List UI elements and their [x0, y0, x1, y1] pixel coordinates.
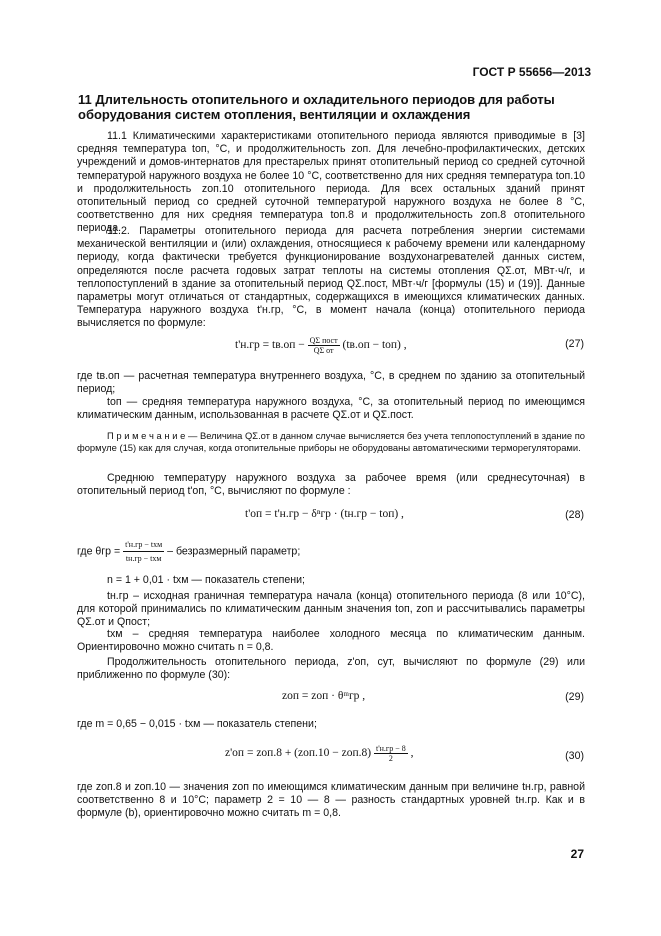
where-28-n: n = 1 + 0,01 · tхм — показатель степени; [107, 574, 305, 586]
theta-rhs: – безразмерный параметр; [167, 545, 301, 558]
section-title: 11 Длительность отопительного и охладительного периодов для работы оборудования систем отопления, вентиляции и охлаждения [78, 92, 555, 122]
formula-27-numerator: QΣ пост [309, 336, 338, 345]
formula-27 [0, 330, 661, 360]
theta-lhs: где θгр = [77, 545, 121, 558]
formula-27-denominator: QΣ от [313, 346, 334, 355]
formula-30-denominator: 2 [388, 754, 393, 763]
formula-30 [0, 740, 661, 776]
theta-fraction [123, 538, 164, 565]
formula-27-number: (27) [565, 338, 584, 350]
where-27-b: tоп — средняя температура наружного воздуха, °С, за отопительный период по имеющимся климатическим данным, использованная в расчете QΣ.от и QΣ.пост. [77, 396, 585, 422]
page-number: 27 [570, 847, 584, 861]
formula-29-number: (29) [565, 691, 584, 703]
paragraph-duration: Продолжительность отопительного периода, z'оп, сут, вычисляют по формуле (29) или приближенно по формуле (30): [77, 656, 585, 682]
theta-numerator: t'н.гр − tхм [123, 538, 164, 552]
formula-29 [0, 688, 661, 710]
formula-28 [0, 506, 661, 528]
formula-30-numerator: t'н.гр − 8 [375, 744, 406, 753]
where-28-t: tн.гр – исходная граничная температура начала (конца) отопительного периода (8 или 10°С), для которой принимались по климатическим данным значения tоп, zоп и рассчитывались параметры QΣ.от и Qпост; [77, 590, 585, 629]
where-30: где zоп.8 и zоп.10 — значения zоп по имеющимся климатическим данным при величине tн.гр, равной соответственно 8 и 10°С; параметр 2 = 10 — 8 — разность стандартных уровней tн.гр. Как и в формуле (b), ориентировочно можно считать m = 0,8. [77, 781, 585, 820]
where-28-txm: tхм – средняя температура наиболее холодного месяца по климатическим данным. Ориентировочно можно считать n = 0,8. [77, 628, 585, 654]
document-id-header: ГОСТ Р 55656—2013 [472, 65, 591, 79]
formula-27-fraction [308, 336, 340, 355]
where-29: где m = 0,65 − 0,015 · tхм — показатель степени; [77, 718, 317, 730]
formula-28-number: (28) [565, 509, 584, 521]
formula-30-fraction [374, 744, 408, 763]
where-28-theta [77, 538, 585, 565]
paragraph-11-1: 11.1 Климатическими характеристиками отопительного периода являются приводимые в [3] средняя температура tоп, °С, и продолжительность zоп. Для лечебно-профилактических, детских учреждений и домов-интернатов для престарелых принят отопительный период со средней суточной температурой наружного воздуха не более 10 °С, соответственно для них средняя температура tоп.10 и продолжительность zоп.10 отопительного периода. Для всех остальных зданий принят отопительный период со средней суточной температурой наружного воздуха не более 8 °С, соответственно для них средняя температура tоп.8 и продолжительность zоп.8 отопительного периода. [77, 130, 585, 235]
formula-28-body: t'оп = t'н.гр − δⁿгр · (tн.гр − tоп) , [245, 508, 404, 520]
paragraph-average-temperature: Среднюю температуру наружного воздуха за рабочее время (или среднесуточная) в отопительный период t'оп, °С, вычисляют по формуле : [77, 472, 585, 498]
formula-29-body: zоп = zоп · θᵐгр , [282, 690, 366, 702]
formula-30-lhs: z'оп = zоп.8 + (zоп.10 − zоп.8) [225, 747, 372, 760]
note-paragraph: П р и м е ч а н и е — Величина QΣ.от в данном случае вычисляется без учета теплопоступлений в здание по формуле (15) как для случая, когда отопительные приборы не оборудованы автоматическими терморегуляторами. [77, 430, 585, 453]
where-27-a: где tв.оп — расчетная температура внутреннего воздуха, °С, в среднем по зданию за отопительный период; [77, 370, 585, 396]
formula-30-rhs: , [410, 747, 414, 760]
theta-denominator: tн.гр − tхм [125, 554, 162, 564]
formula-30-number: (30) [565, 750, 584, 762]
paragraph-11-2: 11.2. Параметры отопительного периода для расчета потребления энергии системами механической вентиляции и (или) охлаждения, относящиеся к рабочему времени или календарному периоду, когда фактически требуется функционирование воздухонагревателей данных систем, определяются после расчета годовых затрат теплоты на системы отопления QΣ.от, МВт·ч/г, и теплопоступлений в здание за отопительный период QΣ.пост, МВт·ч/г [формулы (15) и (19)]. Данные параметры могут отличаться от стандартных, содержащихся в имеющихся климатических данных. Температура наружного воздуха t'н.гр, °С, в момент начала (конца) отопительного периода вычисляется по формуле: [77, 225, 585, 330]
formula-27-lhs: t'н.гр = tв.оп − [235, 339, 305, 352]
formula-27-rhs: (tв.оп − tоп) , [342, 339, 407, 352]
